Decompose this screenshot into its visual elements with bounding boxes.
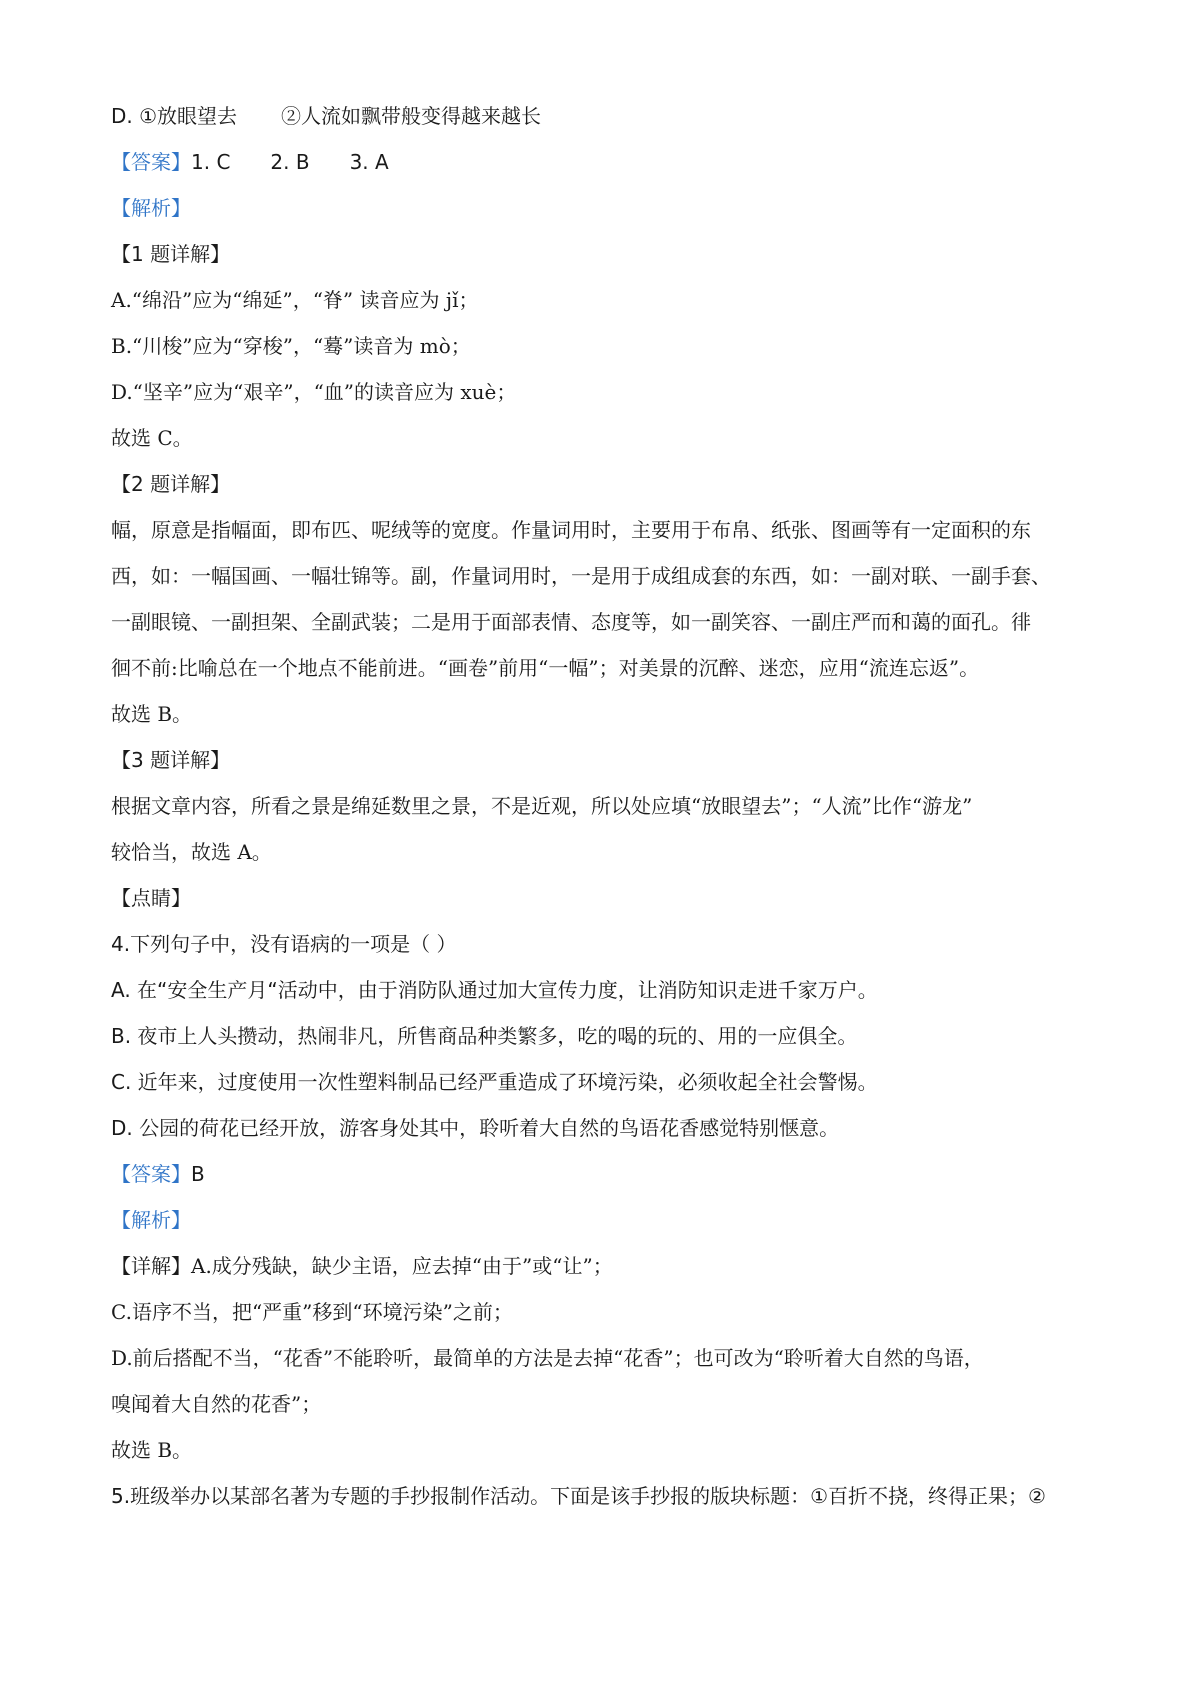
q2-detail-heading: 【2 题详解】 [111, 472, 231, 496]
option-d-line [111, 102, 1104, 130]
analysis-tag-2: 【解析】 [111, 1208, 191, 1232]
q4-option-a: A. 在“安全生产月“活动中，由于消防队通过加大宣传力度，让消防知识走进千家万户。 [111, 978, 878, 1002]
q4-conclusion: 故选 B。 [111, 1438, 193, 1462]
option-d-part-2: ②人流如飘带般变得越来越长 [281, 104, 542, 128]
q1-conclusion: 故选 C。 [111, 426, 193, 450]
q2-paragraph-line-2: 西，如：一幅国画、一幅壮锦等。副，作量词用时，一是用于成组成套的东西，如：一副对联、一副手套、 [111, 564, 1051, 588]
q4-detail-d-line-1: D.前后搭配不当，“花香”不能聆听，最简单的方法是去掉“花香”；也可改为“聆听着大自然的鸟语， [111, 1346, 984, 1370]
q4-detail-d-line-2: 嗅闻着大自然的花香”； [111, 1392, 322, 1416]
q4-option-b: B. 夜市上人头攒动，热闹非凡，所售商品种类繁多，吃的喝的玩的、用的一应俱全。 [111, 1024, 858, 1048]
answer-2: 2. B [270, 150, 310, 174]
question-5: 5.班级举办以某部名著为专题的手抄报制作活动。下面是该手抄报的版块标题：①百折不挠，终得正果；② [111, 1484, 1046, 1508]
q2-paragraph-line-1: 幅，原意是指幅面，即布匹、呢绒等的宽度。作量词用时，主要用于布帛、纸张、图画等有一定面积的东 [111, 518, 1031, 542]
option-d-part-1: D. ①放眼望去 [111, 104, 238, 128]
answer-q4: B [191, 1162, 205, 1186]
q1-detail-b: B.“川梭”应为“穿梭”，“蓦”读音为 mò； [111, 334, 471, 358]
answer-tag-2: 【答案】 [111, 1162, 191, 1186]
q3-detail-heading: 【3 题详解】 [111, 748, 231, 772]
q4-detail-c: C.语序不当，把“严重”移到“环境污染”之前； [111, 1300, 513, 1324]
answer-tag: 【答案】 [111, 150, 191, 174]
q1-detail-a: A.“绵沿”应为“绵延”，“脊” 读音应为 jǐ； [111, 288, 479, 312]
answer-3: 3. A [349, 150, 389, 174]
q4-option-c: C. 近年来，过度使用一次性塑料制品已经严重造成了环境污染，必须收起全社会警惕。 [111, 1070, 878, 1094]
dianjing-heading: 【点睛】 [111, 886, 191, 910]
answer-line-2 [111, 1160, 1104, 1188]
q4-option-d: D. 公园的荷花已经开放，游客身处其中，聆听着大自然的鸟语花香感觉特别惬意。 [111, 1116, 840, 1140]
answer-line-1 [111, 148, 1104, 176]
q3-paragraph-line-2: 较恰当，故选 A。 [111, 840, 272, 864]
q2-paragraph-line-4: 徊不前:比喻总在一个地点不能前进。“画卷”前用“一幅”；对美景的沉醉、迷恋，应用“流连忘返”。 [111, 656, 980, 680]
q2-conclusion: 故选 B。 [111, 702, 193, 726]
analysis-tag-1: 【解析】 [111, 196, 191, 220]
answer-1: 1. C [191, 150, 231, 174]
q3-paragraph-line-1: 根据文章内容，所看之景是绵延数里之景，不是近观，所以处应填“放眼望去”；“人流”比作“游龙” [111, 794, 973, 818]
q1-detail-d: D.“坚辛”应为“艰辛”，“血”的读音应为 xuè； [111, 380, 517, 404]
q4-detail-a: 【详解】A.成分残缺，缺少主语，应去掉“由于”或“让”； [111, 1254, 613, 1278]
q2-paragraph-line-3: 一副眼镜、一副担架、全副武装；二是用于面部表情、态度等，如一副笑容、一副庄严而和蔼的面孔。徘 [111, 610, 1031, 634]
question-4: 4.下列句子中，没有语病的一项是（ ） [111, 932, 457, 956]
q1-detail-heading: 【1 题详解】 [111, 242, 231, 266]
